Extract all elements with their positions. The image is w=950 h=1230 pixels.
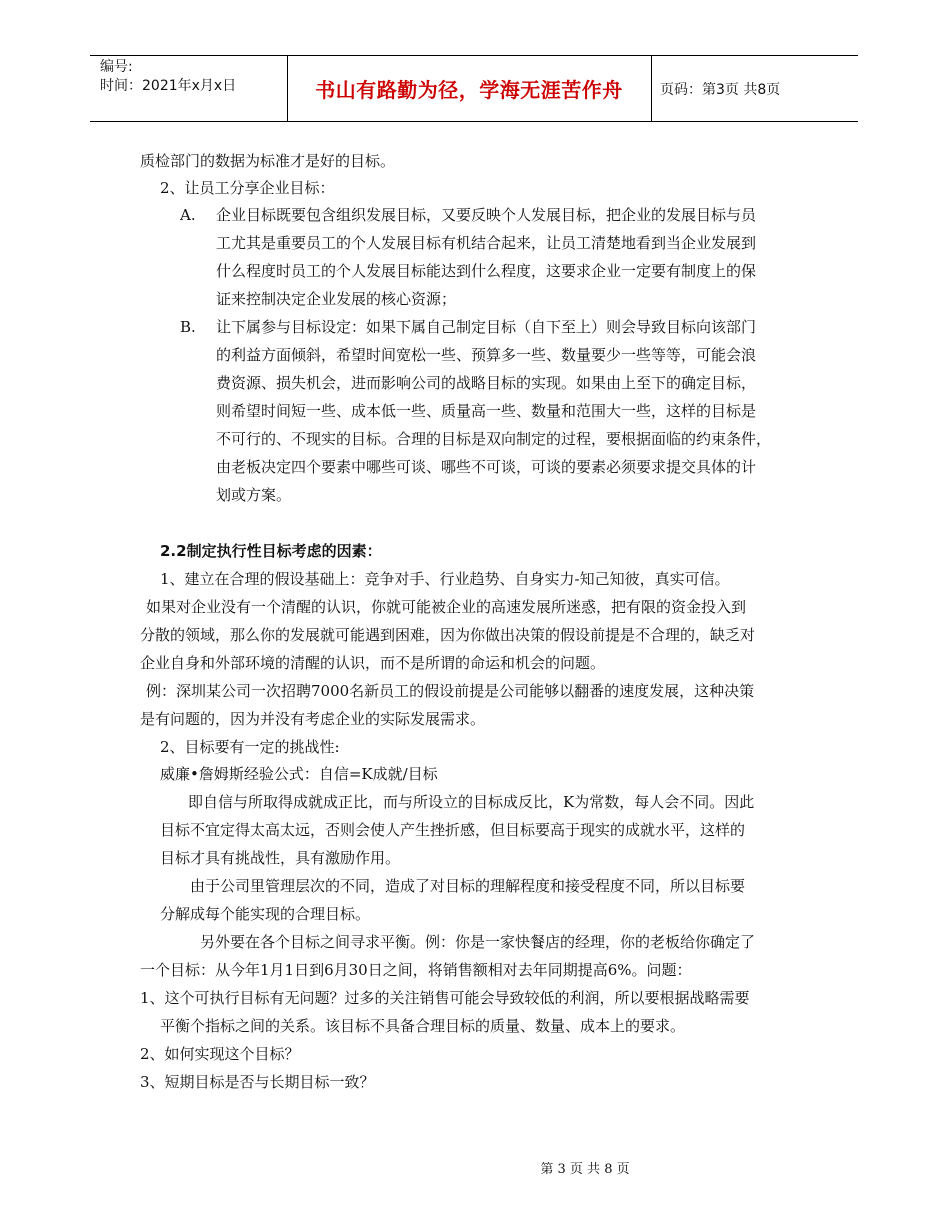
body-line: 2、让员工分享企业目标： bbox=[160, 179, 335, 197]
header-top-rule bbox=[90, 55, 858, 56]
body-line: 1、建立在合理的假设基础上：竞争对手、行业趋势、自身实力-知己知彼，真实可信。 bbox=[160, 570, 730, 588]
body-line: 分散的领域，那么你的发展就可能遇到困难，因为你做出决策的假设前提是不合理的，缺乏对 bbox=[140, 626, 756, 644]
body-line: 分解成每个能实现的合理目标。 bbox=[160, 905, 371, 923]
body-line: 质检部门的数据为标准才是好的目标。 bbox=[140, 152, 396, 170]
body-line: 2、如何实现这个目标？ bbox=[140, 1045, 300, 1063]
header-divider-right bbox=[651, 55, 652, 121]
body-line: 费资源、损失机会，进而影响公司的战略目标的实现。如果由上至下的确定目标， bbox=[216, 374, 757, 392]
list-marker: B. bbox=[180, 318, 196, 336]
page-footer bbox=[0, 1158, 950, 1177]
header-meta bbox=[100, 58, 236, 96]
header-page-info: 页码：第3页 共8页 bbox=[660, 82, 781, 98]
body-line: 平衡个指标之间的关系。该目标不具备合理目标的质量、数量、成本上的要求。 bbox=[160, 1017, 686, 1035]
body-line: 不可行的、不现实的目标。合理的目标是双向制定的过程，要根据面临的约束条件， bbox=[216, 430, 772, 448]
section-heading: 2.2制定执行性目标考虑的因素： bbox=[160, 542, 382, 560]
body-line: 什么程度时员工的个人发展目标能达到什么程度，这要求企业一定要有制度上的保 bbox=[216, 262, 757, 280]
body-line: 即自信与所取得成就成正比，而与所设立的目标成反比，K为常数，每人会不同。因此 bbox=[188, 793, 755, 811]
body-line: 威廉•詹姆斯经验公式：自信=K成就/目标 bbox=[160, 765, 438, 783]
body-line: 由老板决定四个要素中哪些可谈、哪些不可谈，可谈的要素必须要求提交具体的计 bbox=[216, 458, 757, 476]
body-line: 企业目标既要包含组织发展目标，又要反映个人发展目标，把企业的发展目标与员 bbox=[216, 206, 757, 224]
body-line: 3、短期目标是否与长期目标一致？ bbox=[140, 1073, 375, 1091]
body-line: 2、目标要有一定的挑战性: bbox=[160, 738, 340, 756]
list-marker: A. bbox=[180, 206, 196, 224]
header-motto: 书山有路勤为径，学海无涯苦作舟 bbox=[315, 78, 623, 102]
body-line: 让下属参与目标设定：如果下属自己制定目标（自下至上）则会导致目标向该部门 bbox=[216, 318, 757, 336]
body-line: 的利益方面倾斜，希望时间宽松一些、预算多一些、数量要少一些等等，可能会浪 bbox=[216, 346, 757, 364]
body-line: 工尤其是重要员工的个人发展目标有机结合起来，让员工清楚地看到当企业发展到 bbox=[216, 234, 757, 252]
body-line: 一个目标：从今年1月1日到6月30日之间，将销售额相对去年同期提高6%。问题： bbox=[140, 961, 692, 979]
body-line: 如果对企业没有一个清醒的认识，你就可能被企业的高速发展所迷惑，把有限的资金投入到 bbox=[146, 598, 747, 616]
body-line: 企业自身和外部环境的清醒的认识，而不是所谓的命运和机会的问题。 bbox=[140, 654, 606, 672]
body-line: 划或方案。 bbox=[216, 486, 292, 504]
body-line: 例：深圳某公司一次招聘7000名新员工的假设前提是公司能够以翻番的速度发展，这种决策 bbox=[146, 682, 755, 700]
body-line: 证来控制决定企业发展的核心资源； bbox=[216, 290, 457, 308]
body-line: 目标才具有挑战性，具有激励作用。 bbox=[160, 849, 401, 867]
body-line: 1、这个可执行目标有无问题？过多的关注销售可能会导致较低的利润，所以要根据战略需要 bbox=[140, 989, 750, 1007]
body-line: 由于公司里管理层次的不同，造成了对目标的理解程度和接受程度不同，所以目标要 bbox=[190, 877, 746, 895]
body-line: 是有问题的，因为并没有考虑企业的实际发展需求。 bbox=[140, 710, 486, 728]
body-line: 目标不宜定得太高太远，否则会使人产生挫折感，但目标要高于现实的成就水平，这样的 bbox=[160, 821, 746, 839]
footer-page-number: 第 3 页 共 8 页 bbox=[540, 1162, 630, 1177]
header-bottom-rule bbox=[90, 121, 858, 122]
header-time-label: 时间：2021年x月x日 bbox=[100, 78, 237, 94]
body-line: 则希望时间短一些、成本低一些、质量高一些、数量和范围大一些，这样的目标是 bbox=[216, 402, 757, 420]
body-line: 另外要在各个目标之间寻求平衡。例：你是一家快餐店的经理，你的老板给你确定了 bbox=[200, 933, 756, 951]
header-number-label: 编号: bbox=[100, 59, 133, 75]
